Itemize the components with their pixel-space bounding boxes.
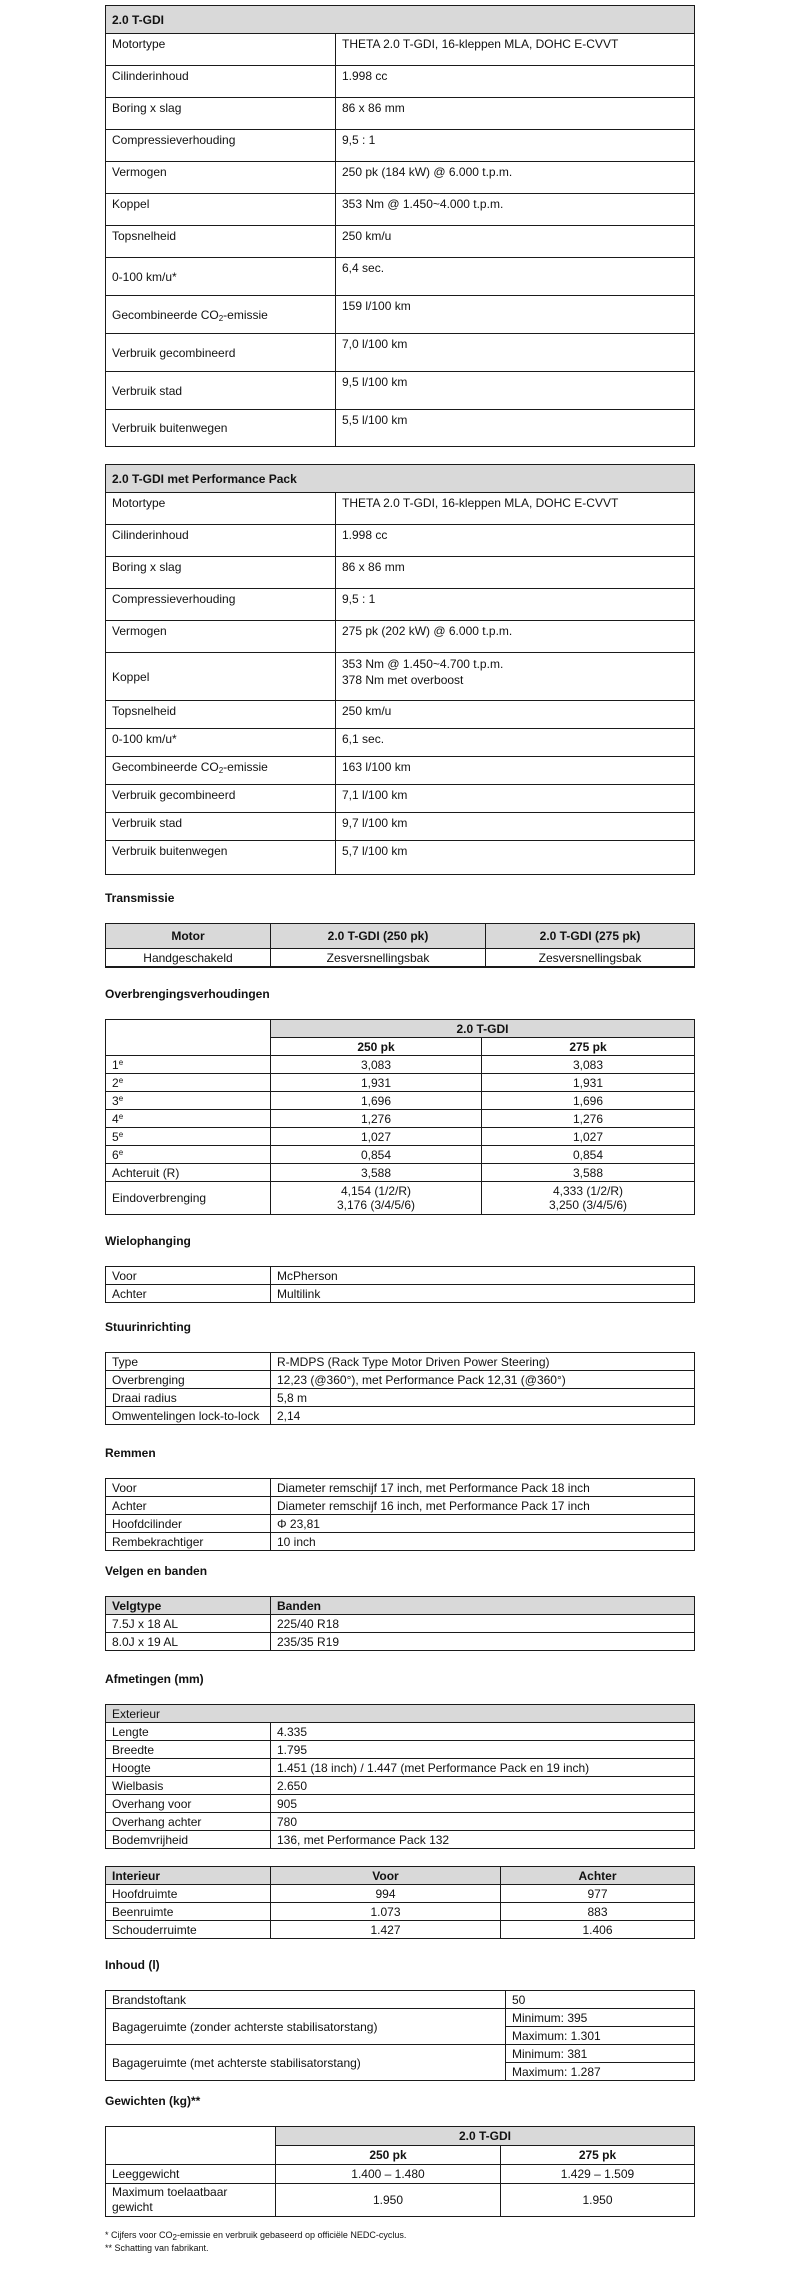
table-row	[106, 1723, 695, 1741]
row-value: 86 x 86 mm	[336, 98, 695, 130]
superscript: e	[118, 1147, 124, 1157]
table-row	[106, 1533, 695, 1551]
table-row	[106, 1615, 695, 1633]
row-label: Compressieverhouding	[106, 130, 336, 162]
table-row	[106, 1092, 695, 1110]
table-title: Exterieur	[106, 1705, 695, 1723]
cell: 3,083	[271, 1056, 482, 1074]
row-value: 250 pk (184 kW) @ 6.000 t.p.m.	[336, 162, 695, 194]
group-header: 2.0 T-GDI	[276, 2127, 695, 2146]
cell: 883	[501, 1903, 695, 1921]
row-label: Cilinderinhoud	[106, 66, 336, 98]
section-title-remmen: Remmen	[105, 1446, 156, 1460]
column-header: Motor	[106, 924, 271, 949]
row-value: R-MDPS (Rack Type Motor Driven Power Steering)	[271, 1353, 695, 1371]
cell: 1.429 – 1.509	[501, 2165, 695, 2184]
row-value: THETA 2.0 T-GDI, 16-kleppen MLA, DOHC E-CVVT	[336, 493, 695, 525]
row-label: Vermogen	[106, 621, 336, 653]
suspension-table	[105, 1266, 695, 1303]
row-value: 353 Nm @ 1.450~4.000 t.p.m.	[336, 194, 695, 226]
row-value: Maximum: 1.287	[506, 2063, 695, 2081]
cell: 1,931	[271, 1074, 482, 1092]
row-label: Type	[106, 1353, 271, 1371]
table-row	[106, 98, 695, 130]
row-label: 7.5J x 18 AL	[106, 1615, 271, 1633]
row-label: Overhang achter	[106, 1813, 271, 1831]
row-value: Diameter remschijf 17 inch, met Performance Pack 18 inch	[271, 1479, 695, 1497]
table-row	[106, 1831, 695, 1849]
value-line: 4,333 (1/2/R)	[552, 1184, 624, 1198]
table-row	[106, 785, 695, 813]
row-value: 10 inch	[271, 1533, 695, 1551]
row-value: 5,5 l/100 km	[336, 410, 695, 447]
table-row	[106, 1633, 695, 1651]
cell: 1,027	[482, 1128, 695, 1146]
table-row	[106, 1479, 695, 1497]
row-label: Lengte	[106, 1723, 271, 1741]
table-row	[106, 410, 695, 447]
gear-number: 2	[112, 1075, 119, 1090]
table-row	[106, 372, 695, 410]
table-row	[106, 1813, 695, 1831]
row-label: Overhang voor	[106, 1795, 271, 1813]
row-label: Verbruik stad	[106, 813, 336, 841]
row-label: Koppel	[106, 653, 336, 701]
row-label: Motortype	[106, 34, 336, 66]
row-value: Φ 23,81	[271, 1515, 695, 1533]
cell: 1,276	[482, 1110, 695, 1128]
header-row	[106, 1020, 695, 1038]
value-line: 4,154 (1/2/R)	[340, 1184, 412, 1198]
table-row	[106, 34, 695, 66]
subscript: 2	[218, 313, 224, 323]
gear-ratio-table	[105, 1019, 695, 1215]
row-label: Overbrenging	[106, 1371, 271, 1389]
row-label: Bagageruimte (met achterste stabilisatorstang)	[106, 2045, 506, 2081]
row-label: Verbruik buitenwegen	[106, 410, 336, 447]
row-label: Bagageruimte (zonder achterste stabilisatorstang)	[106, 2009, 506, 2045]
row-label: Verbruik gecombineerd	[106, 785, 336, 813]
row-value: 12,23 (@360°), met Performance Pack 12,31 (@360°)	[271, 1371, 695, 1389]
table-row	[106, 1991, 695, 2009]
row-value: 1.998 cc	[336, 66, 695, 98]
column-header: Interieur	[106, 1867, 271, 1885]
section-title-velgen: Velgen en banden	[105, 1564, 208, 1578]
interior-dimensions-table	[105, 1866, 695, 1939]
row-value: 9,5 : 1	[336, 589, 695, 621]
row-value: 780	[271, 1813, 695, 1831]
header-row	[106, 924, 695, 949]
gear-label	[106, 1056, 271, 1074]
row-value: 7,1 l/100 km	[336, 785, 695, 813]
cell: Zesversnellingsbak	[486, 949, 695, 968]
cell: 1,276	[271, 1110, 482, 1128]
column-header: 2.0 T-GDI (275 pk)	[486, 924, 695, 949]
row-label: Voor	[106, 1267, 271, 1285]
section-title-transmissie: Transmissie	[105, 891, 175, 905]
table-row	[106, 757, 695, 785]
row-value: 2,14	[271, 1407, 695, 1425]
row-value: THETA 2.0 T-GDI, 16-kleppen MLA, DOHC E-CVVT	[336, 34, 695, 66]
superscript: e	[118, 1057, 124, 1067]
row-label: Draai radius	[106, 1389, 271, 1407]
column-header: Banden	[271, 1597, 695, 1615]
gear-number: 1	[112, 1057, 119, 1072]
value-line: 3,250 (3/4/5/6)	[548, 1198, 628, 1212]
row-label: Topsnelheid	[106, 226, 336, 258]
table-row	[106, 557, 695, 589]
row-label: Motortype	[106, 493, 336, 525]
table-row	[106, 589, 695, 621]
label-text: Gecombineerde CO	[112, 307, 219, 322]
row-value: 9,5 : 1	[336, 130, 695, 162]
transmission-table	[105, 923, 695, 968]
table-row	[106, 1515, 695, 1533]
cell: 1,931	[482, 1074, 695, 1092]
cell: 3,588	[271, 1164, 482, 1182]
row-label: Achter	[106, 1497, 271, 1515]
table-row	[106, 2184, 695, 2217]
brakes-table	[105, 1478, 695, 1551]
row-label: Vermogen	[106, 162, 336, 194]
row-value: 235/35 R19	[271, 1633, 695, 1651]
row-label: Eindoverbrenging	[106, 1182, 271, 1215]
column-header: Voor	[271, 1867, 501, 1885]
cell: 1.950	[501, 2184, 695, 2217]
subscript: 2	[218, 766, 224, 775]
table-row	[106, 949, 695, 968]
row-value: 250 km/u	[336, 701, 695, 729]
footnote-1	[105, 2229, 695, 2242]
cell: 0,854	[271, 1146, 482, 1164]
table-row	[106, 1389, 695, 1407]
table-row	[106, 1921, 695, 1939]
row-value: 225/40 R18	[271, 1615, 695, 1633]
row-label: Schouderruimte	[106, 1921, 271, 1939]
table-row	[106, 1267, 695, 1285]
cell	[482, 1182, 695, 1215]
row-label: Compressieverhouding	[106, 589, 336, 621]
table-row	[106, 130, 695, 162]
table-row	[106, 701, 695, 729]
exterior-dimensions-table	[105, 1704, 695, 1849]
row-label: Hoogte	[106, 1759, 271, 1777]
label-text: -emissie	[223, 760, 268, 774]
cell: 977	[501, 1885, 695, 1903]
table-row	[106, 1056, 695, 1074]
cell: 0,854	[482, 1146, 695, 1164]
table-row	[106, 621, 695, 653]
table-row	[106, 2045, 695, 2063]
row-value: 1.998 cc	[336, 525, 695, 557]
column-header: Velgtype	[106, 1597, 271, 1615]
row-value: 2.650	[271, 1777, 695, 1795]
row-label: Omwentelingen lock-to-lock	[106, 1407, 271, 1425]
table-row	[106, 66, 695, 98]
row-value: 5,7 l/100 km	[336, 841, 695, 875]
table-row	[106, 841, 695, 875]
table-row	[106, 1353, 695, 1371]
cell: 1.950	[276, 2184, 501, 2217]
table-row	[106, 1777, 695, 1795]
row-value: 6,1 sec.	[336, 729, 695, 757]
cell: 1,696	[482, 1092, 695, 1110]
gear-label	[106, 1128, 271, 1146]
table-row	[106, 1497, 695, 1515]
superscript: e	[118, 1093, 124, 1103]
row-label: Koppel	[106, 194, 336, 226]
row-value: Minimum: 381	[506, 2045, 695, 2063]
footnote-2: ** Schatting van fabrikant.	[105, 2243, 209, 2253]
row-label: Topsnelheid	[106, 701, 336, 729]
cell: 3,588	[482, 1164, 695, 1182]
cell: 1.406	[501, 1921, 695, 1939]
row-value: Minimum: 395	[506, 2009, 695, 2027]
row-label	[106, 757, 336, 785]
row-label: Achteruit (R)	[106, 1164, 271, 1182]
row-label: Verbruik stad	[106, 372, 336, 410]
value-line: 378 Nm met overboost	[342, 673, 464, 687]
row-label: Bodemvrijheid	[106, 1831, 271, 1849]
gear-label	[106, 1146, 271, 1164]
section-title-overbrenging: Overbrengingsverhoudingen	[105, 987, 270, 1001]
gear-label	[106, 1092, 271, 1110]
table-row	[106, 1110, 695, 1128]
label-text: Gecombineerde CO	[112, 760, 219, 774]
steering-table	[105, 1352, 695, 1425]
row-label: Cilinderinhoud	[106, 525, 336, 557]
row-label: Wielbasis	[106, 1777, 271, 1795]
footnote-text: * Cijfers voor CO	[105, 2230, 173, 2240]
column-header: 2.0 T-GDI (250 pk)	[271, 924, 486, 949]
table-row	[106, 334, 695, 372]
table-row	[106, 1885, 695, 1903]
section-title-gewichten: Gewichten (kg)**	[105, 2094, 201, 2108]
table-row	[106, 1741, 695, 1759]
label-text: -emissie	[223, 307, 268, 322]
table-row	[106, 653, 695, 701]
cell: 1.073	[271, 1903, 501, 1921]
gear-number: 4	[112, 1111, 119, 1126]
column-header: 275 pk	[482, 1038, 695, 1056]
row-value: 275 pk (202 kW) @ 6.000 t.p.m.	[336, 621, 695, 653]
row-label: Achter	[106, 1285, 271, 1303]
table-row	[106, 2009, 695, 2027]
row-label: Hoofdruimte	[106, 1885, 271, 1903]
table-row	[106, 1182, 695, 1215]
table-row	[106, 1903, 695, 1921]
table-row	[106, 1371, 695, 1389]
value-line: 353 Nm @ 1.450~4.700 t.p.m.	[342, 657, 504, 671]
spec-document	[105, 0, 695, 2255]
superscript: e	[118, 1129, 124, 1139]
column-header: 250 pk	[271, 1038, 482, 1056]
row-label: Maximum toelaatbaar gewicht	[106, 2184, 276, 2217]
table-row	[106, 2165, 695, 2184]
row-label: Boring x slag	[106, 557, 336, 589]
weights-table	[105, 2126, 695, 2217]
table-title: 2.0 T-GDI met Performance Pack	[106, 465, 695, 493]
cell: 1,696	[271, 1092, 482, 1110]
gear-number: 3	[112, 1093, 119, 1108]
row-value: 9,5 l/100 km	[336, 372, 695, 410]
table-row	[106, 493, 695, 525]
table-row	[106, 813, 695, 841]
row-value: 86 x 86 mm	[336, 557, 695, 589]
table-row	[106, 1074, 695, 1092]
column-header: 275 pk	[501, 2146, 695, 2165]
capacity-table	[105, 1990, 695, 2081]
row-value: 250 km/u	[336, 226, 695, 258]
row-value: 905	[271, 1795, 695, 1813]
section-title-wielophanging: Wielophanging	[105, 1234, 191, 1248]
footnotes	[105, 2229, 695, 2255]
gear-label	[106, 1110, 271, 1128]
header-row	[106, 2127, 695, 2146]
cell	[271, 1182, 482, 1215]
header-row	[106, 1867, 695, 1885]
footnote-text: -emissie en verbruik gebaseerd op officiële NEDC-cyclus.	[176, 2230, 407, 2240]
engine-spec-table-275	[105, 464, 695, 875]
cell: 1.400 – 1.480	[276, 2165, 501, 2184]
row-value: 5,8 m	[271, 1389, 695, 1407]
row-label: 8.0J x 19 AL	[106, 1633, 271, 1651]
header-row	[106, 1705, 695, 1723]
cell: 1,027	[271, 1128, 482, 1146]
row-label: Brandstoftank	[106, 1991, 506, 2009]
row-label: Verbruik buitenwegen	[106, 841, 336, 875]
row-value: Diameter remschijf 16 inch, met Performance Pack 17 inch	[271, 1497, 695, 1515]
row-label	[106, 296, 336, 334]
row-label: Verbruik gecombineerd	[106, 334, 336, 372]
cell: Zesversnellingsbak	[271, 949, 486, 968]
cell: Handgeschakeld	[106, 949, 271, 968]
row-value: 1.795	[271, 1741, 695, 1759]
row-value: 4.335	[271, 1723, 695, 1741]
gear-number: 5	[112, 1129, 119, 1144]
row-value: 163 l/100 km	[336, 757, 695, 785]
row-label: 0-100 km/u*	[106, 729, 336, 757]
wheels-table	[105, 1596, 695, 1651]
section-title-stuurinrichting: Stuurinrichting	[105, 1320, 191, 1334]
superscript: e	[118, 1075, 124, 1085]
column-header: Achter	[501, 1867, 695, 1885]
row-label: Leeggewicht	[106, 2165, 276, 2184]
value-line: 3,176 (3/4/5/6)	[336, 1198, 416, 1212]
row-value: Multilink	[271, 1285, 695, 1303]
table-row	[106, 1407, 695, 1425]
table-row	[106, 1146, 695, 1164]
empty-corner	[106, 2127, 276, 2165]
row-label: 0-100 km/u*	[106, 258, 336, 296]
section-title-afmetingen: Afmetingen (mm)	[105, 1672, 204, 1686]
subscript: 2	[172, 2233, 177, 2242]
superscript: e	[118, 1111, 124, 1121]
table-row	[106, 1795, 695, 1813]
row-value: 159 l/100 km	[336, 296, 695, 334]
cell: 3,083	[482, 1056, 695, 1074]
table-row	[106, 258, 695, 296]
row-value: McPherson	[271, 1267, 695, 1285]
gear-label	[106, 1074, 271, 1092]
row-label: Beenruimte	[106, 1903, 271, 1921]
cell: 994	[271, 1885, 501, 1903]
table-row	[106, 1285, 695, 1303]
cell: 1.427	[271, 1921, 501, 1939]
gear-number: 6	[112, 1147, 119, 1162]
table-row	[106, 525, 695, 557]
empty-corner	[106, 1020, 271, 1056]
table-title: 2.0 T-GDI	[106, 6, 695, 34]
row-value: 136, met Performance Pack 132	[271, 1831, 695, 1849]
table-row	[106, 1128, 695, 1146]
row-value: 6,4 sec.	[336, 258, 695, 296]
table-row	[106, 1759, 695, 1777]
engine-spec-table-250	[105, 5, 695, 447]
row-value: 1.451 (18 inch) / 1.447 (met Performance Pack en 19 inch)	[271, 1759, 695, 1777]
group-header: 2.0 T-GDI	[271, 1020, 695, 1038]
table-row	[106, 296, 695, 334]
table-row	[106, 226, 695, 258]
row-value: Maximum: 1.301	[506, 2027, 695, 2045]
table-row	[106, 1164, 695, 1182]
section-title-inhoud: Inhoud (l)	[105, 1958, 160, 1972]
row-value: 7,0 l/100 km	[336, 334, 695, 372]
row-label: Voor	[106, 1479, 271, 1497]
row-value	[336, 653, 695, 701]
row-value: 50	[506, 1991, 695, 2009]
row-label: Hoofdcilinder	[106, 1515, 271, 1533]
row-value: 9,7 l/100 km	[336, 813, 695, 841]
row-label: Boring x slag	[106, 98, 336, 130]
row-label: Rembekrachtiger	[106, 1533, 271, 1551]
table-row	[106, 162, 695, 194]
header-row	[106, 1597, 695, 1615]
row-label: Breedte	[106, 1741, 271, 1759]
table-row	[106, 194, 695, 226]
table-row	[106, 729, 695, 757]
column-header: 250 pk	[276, 2146, 501, 2165]
